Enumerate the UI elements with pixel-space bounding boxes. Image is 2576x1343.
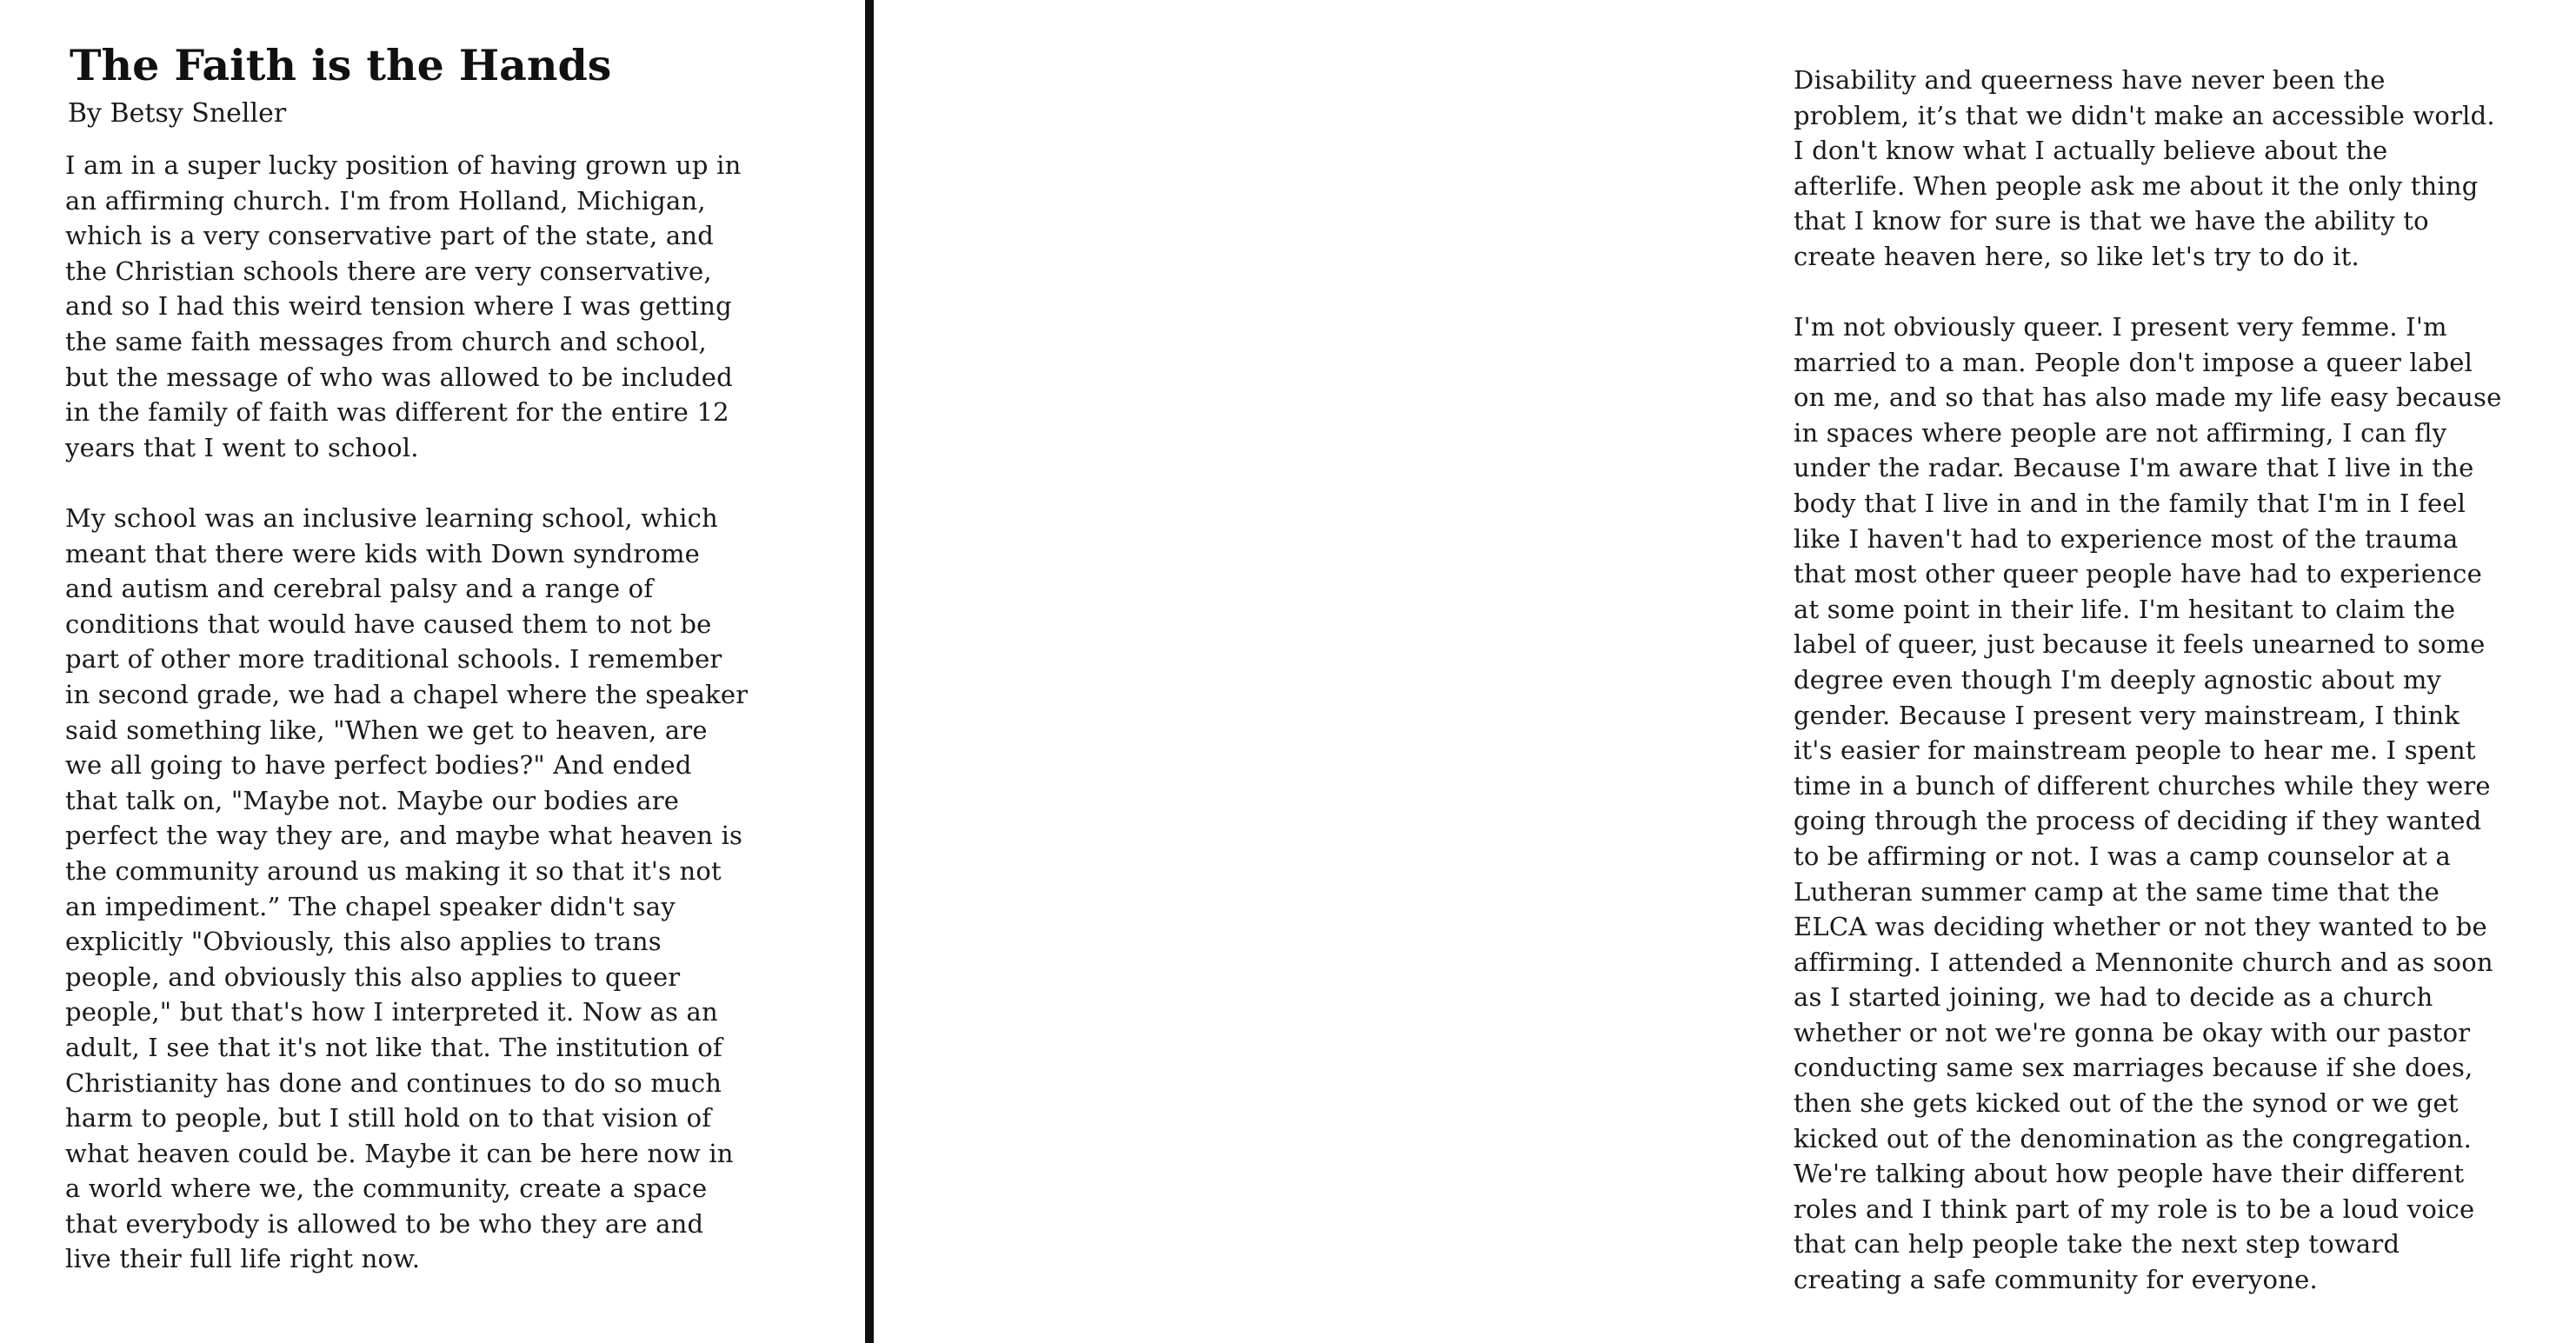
page-divider: [865, 0, 874, 1343]
article-title: The Faith is the Hands: [70, 40, 612, 90]
left-paragraph-2: My school was an inclusive learning school, which meant that there were kids with Down syndrome and autism and cerebral palsy and a range of conditions that would have caused them to not be part of other more traditional schools. I remember in second grade, we had a chapel where the speaker said something like, "When we get to heaven, are we all going to have perfect bodies?" And ended that talk on, "Maybe not. Maybe our bodies are perfect the way they are, and maybe what heaven is the community around us making it so that it's not an impediment.” The chapel speaker didn't say explicitly "Obviously, this also applies to trans people, and obviously this also applies to queer people," but that's how I interpreted it. Now as an adult, I see that it's not like that. The institution of Christianity has done and continues to do so much harm to people, but I still hold on to that vision of what heaven could be. Maybe it can be here now in a world where we, the community, create a space that everybody is allowed to be who they are and live their full life right now.: [65, 503, 749, 1274]
left-page: [0, 0, 865, 1343]
article-byline: By Betsy Sneller: [68, 98, 287, 129]
right-paragraph-2: I'm not obviously queer. I present very femme. I'm married to a man. People don't impose a queer label on me, and so that has also made my life easy because in spaces where people are not affirming, I can fly under the radar. Because I'm aware that I live in the body that I live in and in the family that I'm in I feel like I haven't had to experience most of the trauma that most other queer people have had to experience at some point in their life. I'm hesitant to claim the label of queer, just because it feels unearned to some degree even though I'm deeply agnostic about my gender. Because I present very mainstream, I think it's easier for mainstream people to hear me. I spent time in a bunch of different churches while they were going through the process of deciding if they wanted to be affirming or not. I was a camp counselor at a Lutheran summer camp at the same time that the ELCA was deciding whether or not they wanted to be affirming. I attended a Mennonite church and as soon as I started joining, we had to decide as a church whether or not we're gonna be okay with our pastor conducting same sex marriages because if she does, then she gets kicked out of the the synod or we get kicked out of the denomination as the congregation. We're talking about how people have their different roles and I think part of my role is to be a loud voice that can help people take the next step toward creating a safe community for everyone.: [1794, 312, 2502, 1295]
left-paragraph-1: I am in a super lucky position of having grown up in an affirming church. I'm from Holland, Michigan, which is a very conservative part of the state, and the Christian schools there are very conservative, and so I had this weird tension where I was getting the same faith messages from church and school, but the message of who was allowed to be included in the family of faith was different for the entire 12 years that I went to school.: [65, 150, 742, 462]
right-page: [874, 0, 2502, 1343]
right-paragraph-1: Disability and queerness have never been the problem, it’s that we didn't make an accessible world. I don't know what I actually believe about the afterlife. When people ask me about it the only thing that I know for sure is that we have the ability to create heaven here, so like let's try to do it.: [1794, 65, 2495, 271]
